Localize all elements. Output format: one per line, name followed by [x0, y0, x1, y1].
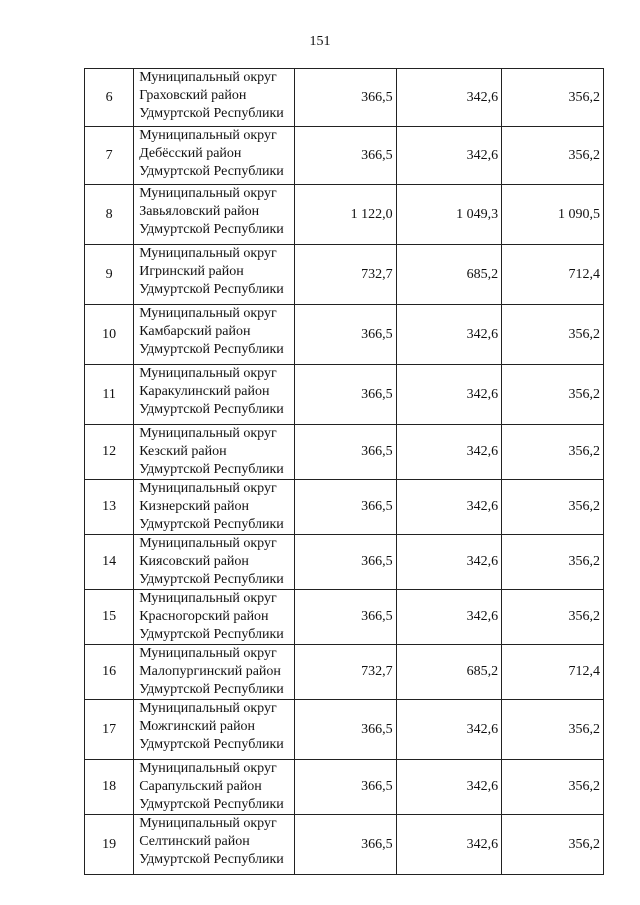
municipality-name-line1: Муниципальный округ [139, 426, 277, 441]
row-number: 19 [85, 815, 134, 875]
municipality-name-line2: Завьяловский район [139, 204, 260, 219]
municipality-name-line1: Муниципальный округ [139, 70, 277, 85]
row-number: 13 [85, 480, 134, 535]
row-number: 12 [85, 425, 134, 480]
value-col-1: 366,5 [294, 425, 396, 480]
value-col-3: 712,4 [502, 645, 604, 700]
table-row [85, 535, 604, 590]
value-col-2: 342,6 [396, 815, 501, 875]
municipality-name-line1: Муниципальный округ [139, 816, 277, 831]
municipality-name-line1: Муниципальный округ [139, 128, 277, 143]
value-col-2: 342,6 [396, 700, 501, 760]
table-row [85, 645, 604, 700]
municipality-name-line3: Удмуртской Республики [139, 342, 284, 357]
municipality-name-line1: Муниципальный округ [139, 761, 277, 776]
municipality-name-line1: Муниципальный округ [139, 591, 277, 606]
municipality-name-line2: Камбарский район [139, 324, 251, 339]
row-number: 16 [85, 645, 134, 700]
value-col-1: 366,5 [294, 480, 396, 535]
value-col-1: 366,5 [294, 305, 396, 365]
value-col-1: 366,5 [294, 815, 396, 875]
municipality-name-line2: Киясовский район [139, 554, 249, 569]
municipality-name [134, 590, 295, 645]
row-number: 6 [85, 69, 134, 127]
municipality-name [134, 305, 295, 365]
row-number: 11 [85, 365, 134, 425]
value-col-2: 342,6 [396, 69, 501, 127]
municipality-name-line3: Удмуртской Республики [139, 164, 284, 179]
value-col-1: 366,5 [294, 700, 396, 760]
municipality-name-line3: Удмуртской Республики [139, 462, 284, 477]
row-number: 17 [85, 700, 134, 760]
table-row [85, 700, 604, 760]
row-number: 9 [85, 245, 134, 305]
municipality-name [134, 760, 295, 815]
municipality-name-line3: Удмуртской Республики [139, 572, 284, 587]
municipality-name-line3: Удмуртской Республики [139, 282, 284, 297]
municipality-name-line3: Удмуртской Республики [139, 852, 284, 867]
municipality-name-line3: Удмуртской Республики [139, 402, 284, 417]
municipality-name [134, 815, 295, 875]
value-col-2: 342,6 [396, 127, 501, 185]
row-number: 15 [85, 590, 134, 645]
value-col-2: 342,6 [396, 535, 501, 590]
municipality-name-line1: Муниципальный округ [139, 246, 277, 261]
municipality-name-line3: Удмуртской Республики [139, 517, 284, 532]
table-row [85, 69, 604, 127]
value-col-1: 732,7 [294, 645, 396, 700]
value-col-2: 1 049,3 [396, 185, 501, 245]
value-col-2: 342,6 [396, 305, 501, 365]
table-row [85, 305, 604, 365]
value-col-1: 366,5 [294, 760, 396, 815]
municipality-name-line3: Удмуртской Республики [139, 797, 284, 812]
table-row [85, 590, 604, 645]
municipality-name-line1: Муниципальный округ [139, 306, 277, 321]
row-number: 7 [85, 127, 134, 185]
table-row [85, 127, 604, 185]
value-col-2: 342,6 [396, 365, 501, 425]
value-col-2: 342,6 [396, 760, 501, 815]
value-col-2: 342,6 [396, 590, 501, 645]
municipality-name-line1: Муниципальный округ [139, 701, 277, 716]
municipality-name-line3: Удмуртской Республики [139, 106, 284, 121]
value-col-2: 342,6 [396, 480, 501, 535]
municipality-name-line3: Удмуртской Республики [139, 737, 284, 752]
value-col-3: 356,2 [502, 305, 604, 365]
value-col-2: 685,2 [396, 245, 501, 305]
page-number: 151 [309, 34, 331, 49]
value-col-3: 356,2 [502, 760, 604, 815]
municipality-name-line1: Муниципальный округ [139, 646, 277, 661]
value-col-3: 356,2 [502, 365, 604, 425]
municipality-name-line2: Кизнерский район [139, 499, 249, 514]
municipality-name [134, 69, 295, 127]
value-col-2: 685,2 [396, 645, 501, 700]
municipality-name [134, 185, 295, 245]
municipality-name-line3: Удмуртской Республики [139, 222, 284, 237]
value-col-3: 356,2 [502, 425, 604, 480]
value-col-3: 356,2 [502, 700, 604, 760]
municipality-name [134, 127, 295, 185]
row-number: 14 [85, 535, 134, 590]
municipality-name [134, 480, 295, 535]
municipality-name [134, 425, 295, 480]
municipality-name-line3: Удмуртской Республики [139, 627, 284, 642]
value-col-2: 342,6 [396, 425, 501, 480]
value-col-3: 356,2 [502, 69, 604, 127]
value-col-1: 366,5 [294, 127, 396, 185]
municipality-name-line2: Сарапульский район [139, 779, 262, 794]
value-col-1: 366,5 [294, 535, 396, 590]
table-row [85, 815, 604, 875]
row-number: 18 [85, 760, 134, 815]
allocation-table [84, 68, 604, 875]
table-row [85, 185, 604, 245]
table-row [85, 425, 604, 480]
table-body [85, 69, 604, 875]
municipality-name [134, 365, 295, 425]
value-col-1: 1 122,0 [294, 185, 396, 245]
municipality-name-line2: Селтинский район [139, 834, 250, 849]
municipality-name-line1: Муниципальный округ [139, 481, 277, 496]
municipality-name [134, 700, 295, 760]
table-row [85, 365, 604, 425]
municipality-name-line2: Граховский район [139, 88, 247, 103]
municipality-name-line1: Муниципальный округ [139, 536, 277, 551]
value-col-3: 356,2 [502, 590, 604, 645]
municipality-name-line2: Игринский район [139, 264, 244, 279]
municipality-name-line2: Кезский район [139, 444, 227, 459]
municipality-name-line1: Муниципальный округ [139, 186, 277, 201]
value-col-1: 366,5 [294, 69, 396, 127]
municipality-name-line2: Дебёсский район [139, 146, 242, 161]
municipality-name-line1: Муниципальный округ [139, 366, 277, 381]
municipality-name-line3: Удмуртской Республики [139, 682, 284, 697]
row-number: 8 [85, 185, 134, 245]
value-col-1: 732,7 [294, 245, 396, 305]
municipality-name-line2: Каракулинский район [139, 384, 270, 399]
table-row [85, 760, 604, 815]
value-col-3: 356,2 [502, 535, 604, 590]
value-col-3: 356,2 [502, 127, 604, 185]
value-col-3: 1 090,5 [502, 185, 604, 245]
row-number: 10 [85, 305, 134, 365]
value-col-1: 366,5 [294, 590, 396, 645]
municipality-name-line2: Красногорский район [139, 609, 269, 624]
municipality-name-line2: Можгинский район [139, 719, 256, 734]
table-row [85, 480, 604, 535]
table-row [85, 245, 604, 305]
value-col-3: 356,2 [502, 815, 604, 875]
municipality-name [134, 535, 295, 590]
value-col-3: 356,2 [502, 480, 604, 535]
value-col-1: 366,5 [294, 365, 396, 425]
value-col-3: 712,4 [502, 245, 604, 305]
municipality-name [134, 245, 295, 305]
municipality-name-line2: Малопургинский район [139, 664, 281, 679]
municipality-name [134, 645, 295, 700]
